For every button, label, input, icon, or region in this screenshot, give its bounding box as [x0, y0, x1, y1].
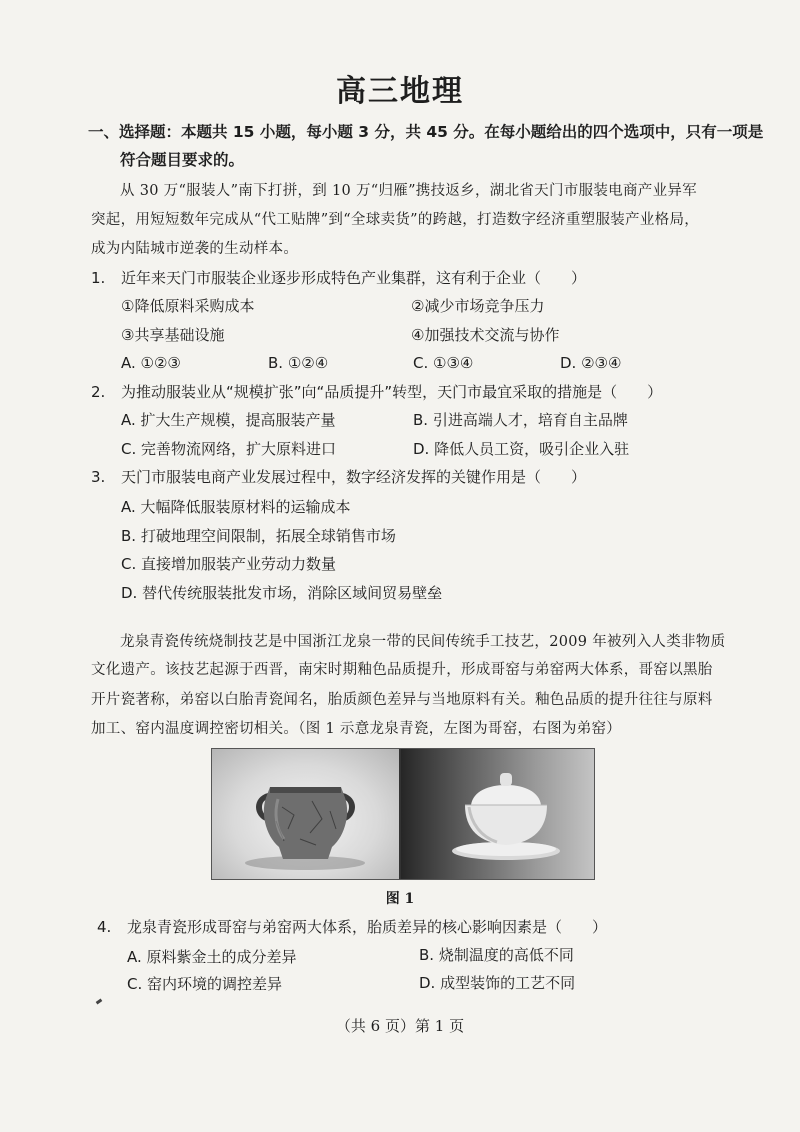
- figure-caption: 图 1: [385, 891, 415, 907]
- question-4-stem: 龙泉青瓷形成哥窑与弟窑两大体系，胎质差异的核心影响因素是（ ）: [127, 918, 608, 936]
- question-2: [91, 382, 662, 402]
- q4-option-c[interactable]: C. 窑内环境的调控差异: [127, 975, 283, 993]
- q4-option-d[interactable]: D. 成型装饰的工艺不同: [419, 974, 576, 992]
- passage2-line4: 加工、窑内温度调控密切相关。（图 1 示意龙泉青瓷，左图为哥窑，右图为弟窑）: [91, 721, 622, 737]
- figure-1: [211, 748, 595, 880]
- question-3-number: 3.: [91, 468, 106, 486]
- question-4: [97, 917, 607, 937]
- q1-option-c[interactable]: C. ①③④: [413, 354, 474, 372]
- passage1-line1: 从 30 万“服装人”南下打拼，到 10 万“归雁”携技返乡，湖北省天门市服装电商产业异军: [120, 183, 697, 199]
- question-3: [91, 467, 586, 487]
- pen-mark: [96, 999, 103, 1005]
- passage1-line3: 成为内陆城市逆袭的生动样本。: [91, 241, 299, 257]
- q1-option-d[interactable]: D. ②③④: [560, 354, 622, 372]
- question-1-stem: 近年来天门市服装企业逐步形成特色产业集群，这有利于企业（ ）: [121, 269, 587, 287]
- q1-item-1: ①降低原料采购成本: [121, 297, 255, 315]
- passage1-line2: 突起，用短短数年完成从“代工贴牌”到“全球卖货”的跨越，打造数字经济重塑服装产业格局，: [91, 212, 700, 228]
- question-2-stem: 为推动服装业从“规模扩张”向“品质提升”转型，天门市最宜采取的措施是（ ）: [121, 383, 663, 401]
- passage2-line1: 龙泉青瓷传统烧制技艺是中国浙江龙泉一带的民间传统手工技艺，2009 年被列入人类非物质: [120, 634, 726, 650]
- passage2-line2: 文化遗产。该技艺起源于西晋，南宋时期釉色品质提升，形成哥窑与弟窑两大体系，哥窑以黑胎: [91, 662, 713, 678]
- q3-option-a[interactable]: A. 大幅降低服装原材料的运输成本: [121, 498, 351, 516]
- q2-option-c[interactable]: C. 完善物流网络，扩大原料进口: [121, 440, 337, 458]
- q1-option-a[interactable]: A. ①②③: [121, 354, 181, 372]
- question-1-number: 1.: [91, 269, 106, 287]
- q1-item-4: ④加强技术交流与协作: [411, 326, 560, 344]
- di-kiln-teacup-photo: [401, 749, 594, 879]
- question-3-stem: 天门市服装电商产业发展过程中，数字经济发挥的关键作用是（ ）: [121, 468, 587, 486]
- q1-option-b[interactable]: B. ①②④: [268, 354, 329, 372]
- q3-option-d[interactable]: D. 替代传统服装批发市场，消除区域间贸易壁垒: [121, 584, 443, 602]
- q4-option-b[interactable]: B. 烧制温度的高低不同: [419, 946, 574, 964]
- q2-option-d[interactable]: D. 降低人员工资，吸引企业入驻: [413, 440, 630, 458]
- section-heading-line2: 符合题目要求的。: [120, 151, 245, 169]
- q1-item-2: ②减少市场竞争压力: [411, 297, 545, 315]
- section-heading-line1: 一、选择题：本题共 15 小题，每小题 3 分，共 45 分。在每小题给出的四个选项中，只有一项是: [88, 123, 764, 141]
- ge-kiln-vessel-photo: [212, 749, 401, 879]
- q4-option-a[interactable]: A. 原料紫金土的成分差异: [127, 948, 297, 966]
- passage2-line3: 开片瓷著称，弟窑以白胎青瓷闻名，胎质颜色差异与当地原料有关。釉色品质的提升往往与原料: [91, 692, 713, 708]
- q2-option-b[interactable]: B. 引进高端人才，培育自主品牌: [413, 411, 628, 429]
- page-title: 高三地理: [336, 74, 464, 109]
- q1-item-3: ③共享基础设施: [121, 326, 225, 344]
- q2-option-a[interactable]: A. 扩大生产规模，提高服装产量: [121, 411, 336, 429]
- q3-option-b[interactable]: B. 打破地理空间限制，拓展全球销售市场: [121, 527, 396, 545]
- question-2-number: 2.: [91, 383, 106, 401]
- q3-option-c[interactable]: C. 直接增加服装产业劳动力数量: [121, 555, 337, 573]
- question-4-number: 4.: [97, 918, 112, 936]
- question-1: [91, 268, 586, 288]
- page-footer: （共 6 页）第 1 页: [335, 1017, 465, 1035]
